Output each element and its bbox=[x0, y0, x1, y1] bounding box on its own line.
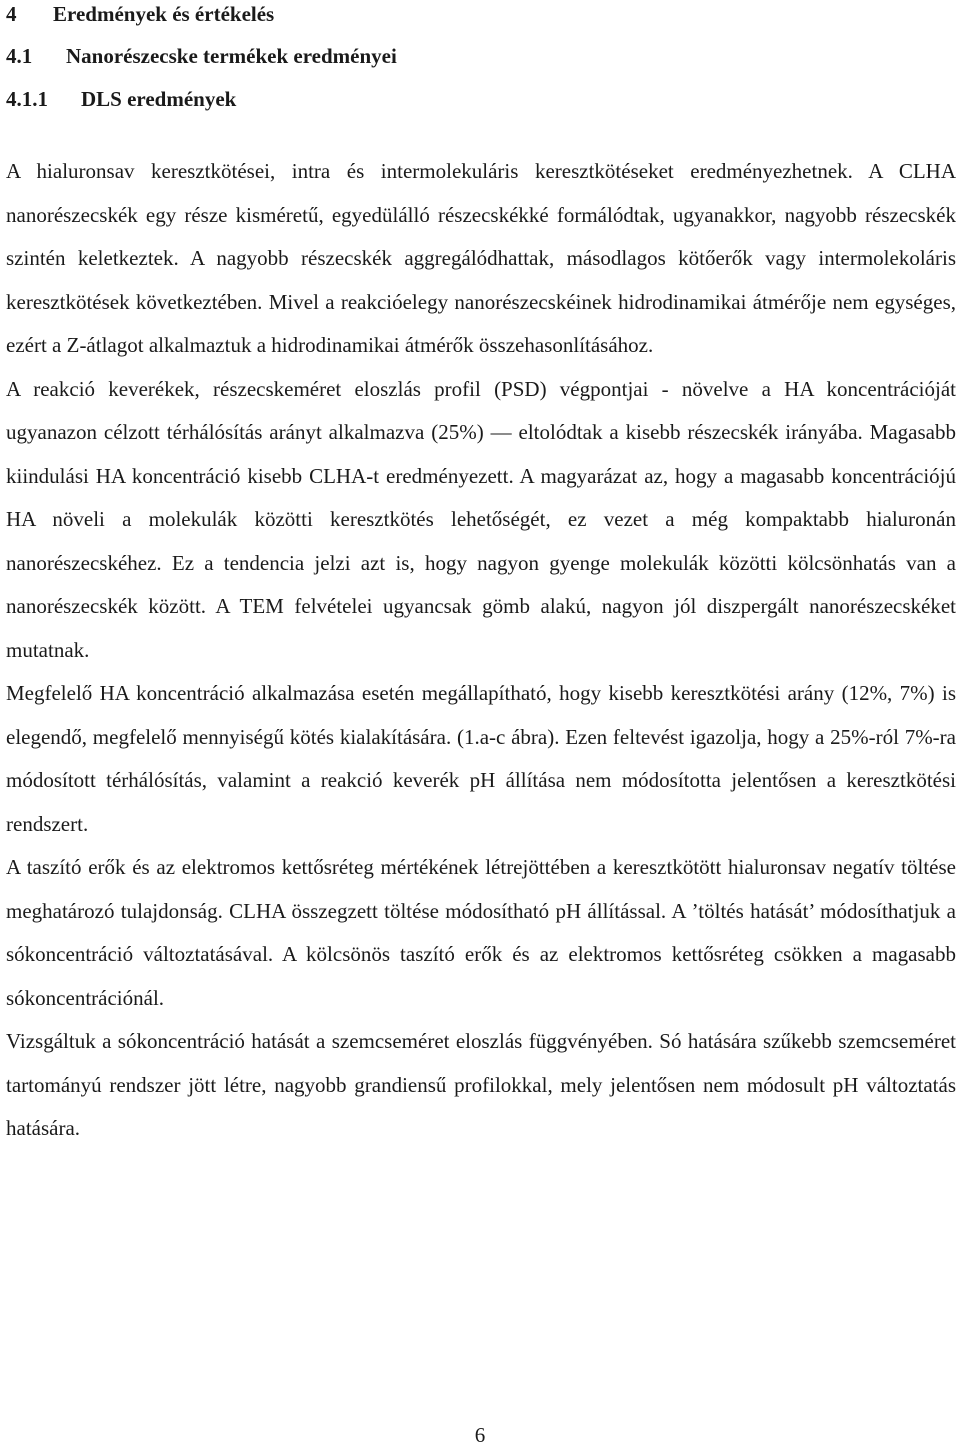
heading-number: 4.1.1 bbox=[6, 87, 48, 111]
paragraph: A hialuronsav keresztkötései, intra és intermolekuláris keresztkötéseket eredményezhetnek. A CLHA nanorészecskék egy része kisméretű, egyedülálló részecskékké formálódtak, ugyanakkor, nagyobb részecskék szintén keletkeztek. A nagyobb részecskék aggregálódhattak, másodlagos kötőerők vagy intermolekoláris keresztkötések következtében. Mivel a reakcióelegy nanorészecskéinek hidrodinamikai átmérője nem egységes, ezért a Z-átlagot alkalmaztuk a hidrodinamikai átmérők összehasonlításához. bbox=[6, 159, 956, 357]
heading-number: 4 bbox=[6, 2, 17, 26]
paragraph: A taszító erők és az elektromos kettősréteg mértékének létrejöttében a keresztkötött hialuronsav negatív töltése meghatározó tulajdonság. CLHA összegzett töltése módosítható pH állítással. A ’töltés hatását’ módosíthatjuk a sókoncentráció változtatásával. A kölcsönös taszító erők és az elektromos kettősréteg csökken a magasabb sókoncentrációnál. bbox=[6, 855, 956, 1010]
paragraph: Vizsgáltuk a sókoncentráció hatását a szemcseméret eloszlás függvényében. Só hatására szűkebb szemcseméret tartományú rendszer jött létre, nagyobb grandiensű profilokkal, mely jelentősen nem módosult pH változtatás hatására. bbox=[6, 1029, 956, 1140]
heading-title: Eredmények és értékelés bbox=[53, 2, 275, 26]
heading-title: Nanorészecske termékek eredményei bbox=[66, 44, 397, 68]
paragraph: Megfelelő HA koncentráció alkalmazása esetén megállapítható, hogy kisebb keresztkötési arány (12%, 7%) is elegendő, megfelelő mennyiségű kötés kialakítására. (1.a-c ábra). Ezen feltevést igazolja, hogy a 25%-ról 7%-ra módosított térhálósítás, valamint a reakció keverék pH állítása nem módosította jelentősen a keresztkötési rendszert. bbox=[6, 681, 956, 836]
paragraph: A reakció keverékek, részecskeméret eloszlás profil (PSD) végpontjai - növelve a HA koncentrációját ugyanazon célzott térhálósítás arányt alkalmazva (25%) — eltolódtak a kisebb részecskék irányába. Magasabb kiindulási HA koncentráció kisebb CLHA-t eredményezett. A magyarázat az, hogy a magasabb koncentrációjú HA növeli a molekulák közötti keresztkötés lehetőségét, ez vezet a még kompaktabb hialuronán nanorészecskéhez. Ez a tendencia jelzi azt is, hogy nagyon gyenge molekulák közötti kölcsönhatás van a nanorészecskék között. A TEM felvételei ugyancsak gömb alakú, nagyon jól diszpergált nanorészecskéket mutatnak. bbox=[6, 376, 956, 662]
body-text bbox=[6, 150, 956, 1151]
heading-number: 4.1 bbox=[6, 44, 33, 68]
subsection-heading bbox=[6, 89, 236, 110]
section-heading bbox=[6, 46, 397, 67]
heading-title: DLS eredmények bbox=[81, 87, 237, 111]
page-number: 6 bbox=[474, 1423, 486, 1447]
chapter-heading bbox=[6, 4, 274, 25]
